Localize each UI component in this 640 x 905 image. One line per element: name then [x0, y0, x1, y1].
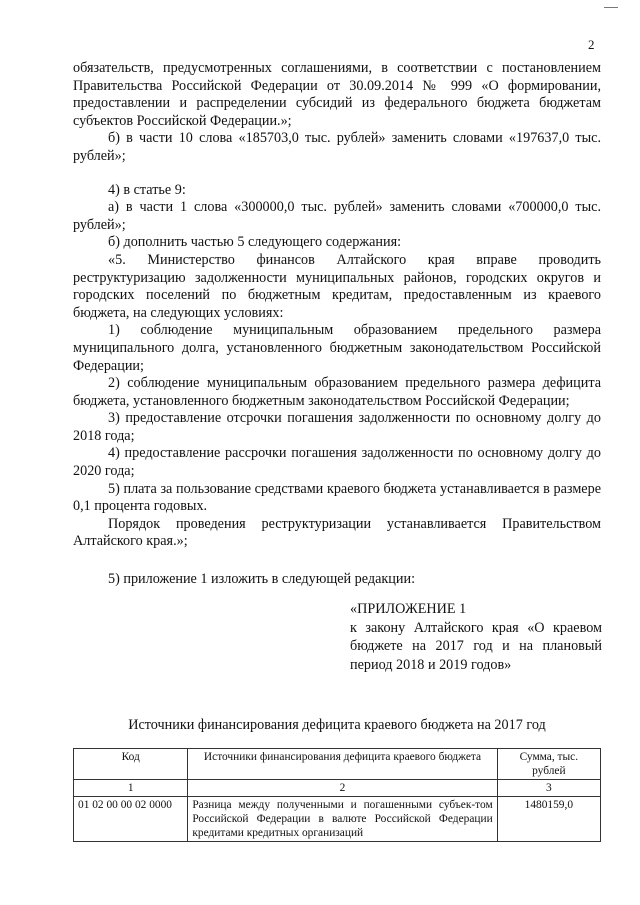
paragraph: 4) предоставление рассрочки погашения задолженности по основному долгу до 2020 года;: [73, 445, 601, 480]
table-column-numbers-row: [74, 780, 601, 797]
appendix-heading: «ПРИЛОЖЕНИЕ 1: [350, 601, 467, 617]
financing-sources-table: [73, 748, 601, 842]
table-row: [74, 797, 601, 842]
paragraph: 2) соблюдение муниципальным образованием предельного размера дефицита бюджета, установленного бюджетным законодательством Российской Федерации;: [73, 375, 601, 409]
paragraph: б) в части 10 слова «185703,0 тыс. рублей» заменить словами «197637,0 тыс. рублей»;: [73, 130, 601, 164]
paragraph: а) в части 1 слова «300000,0 тыс. рублей» заменить словами «700000,0 тыс. рублей»;: [73, 199, 601, 233]
column-number: 1: [74, 780, 188, 797]
page-number: 2: [588, 37, 595, 52]
paragraph: 4) в статье 9:: [108, 181, 186, 198]
paragraph: 5) плата за пользование средствами краевого бюджета устанавливается в размере 0,1 процента годовых.: [73, 480, 601, 515]
cell-source: Разница между полученными и погашенными субъек-том Российской Федерации в валюте Российской Федерации кредитами кредитных организаций: [188, 797, 497, 842]
paragraph: «5. Министерство финансов Алтайского края вправе проводить реструктуризацию задолженности муниципальных районов, городских округов и городских поселений по бюджетным кредитам, предоставленным из краевого бюджета, на следующих условиях:: [73, 251, 601, 321]
appendix-block: [350, 600, 602, 674]
cell-sum: 1480159,0: [497, 797, 600, 842]
paragraph: обязательств, предусмотренных соглашениями, в соответствии с постановлением Правительства Российской Федерации от 30.09.2014 № 999 «О формировании, предоставлении и распределении субсидий из федерального бюджета бюджетам субъектов Российской Федерации.»;: [73, 60, 601, 129]
paragraph: 1) соблюдение муниципальным образованием предельного размера муниципального долга, установленного бюджетным законодательством Российской Федерации;: [73, 322, 601, 374]
document-body: [73, 60, 601, 589]
table-header-row: [74, 749, 601, 780]
header-code: Код: [74, 749, 188, 780]
paragraph: 3) предоставление отсрочки погашения задолженности по основному долгу до 2018 года;: [73, 410, 601, 444]
header-sources: Источники финансирования дефицита краевого бюджета: [188, 749, 497, 780]
column-number: 3: [497, 780, 600, 797]
header-sum: Сумма, тыс. рублей: [497, 749, 600, 780]
table-title: Источники финансирования дефицита краевого бюджета на 2017 год: [128, 717, 546, 733]
paragraph: б) дополнить частью 5 следующего содержания:: [108, 234, 402, 251]
appendix-text: к закону Алтайского края «О краевом бюджете на 2017 год и на плановый период 2018 и 2019 годов»: [350, 619, 602, 673]
cell-code: 01 02 00 00 02 0000: [74, 797, 188, 842]
paragraph: Порядок проведения реструктуризации устанавливается Правительством Алтайского края.»;: [73, 515, 601, 550]
column-number: 2: [188, 780, 497, 797]
paragraph: 5) приложение 1 изложить в следующей редакции:: [108, 571, 416, 588]
corner-mark: [604, 0, 618, 8]
